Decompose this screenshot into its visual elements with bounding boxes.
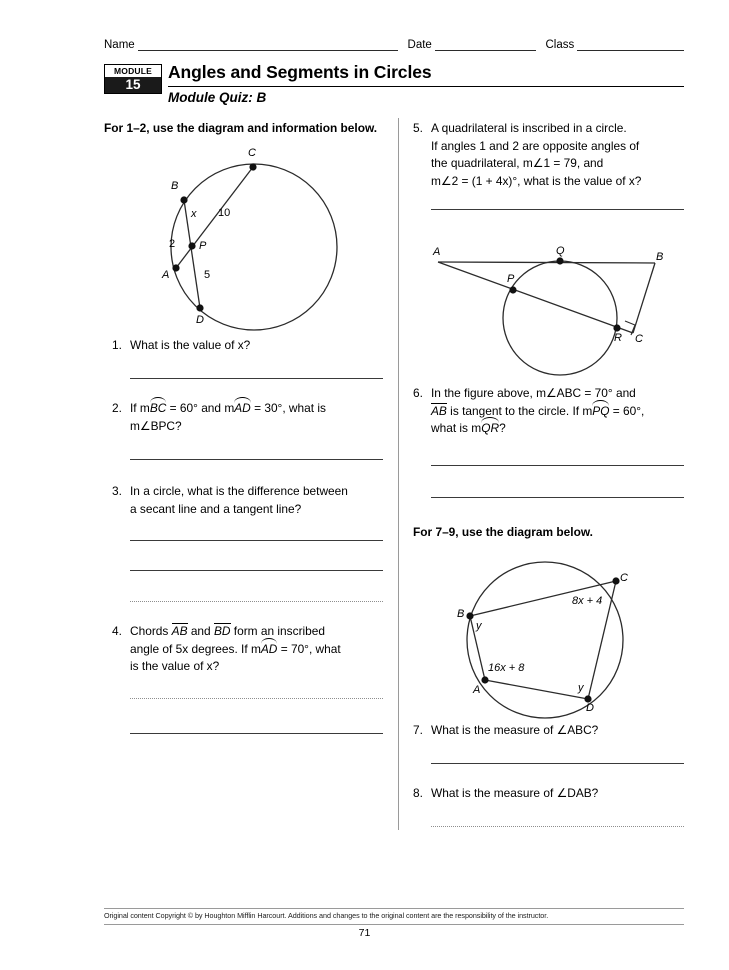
circle-outline	[171, 164, 337, 330]
question-3-text	[130, 483, 392, 518]
point-a-dot	[481, 676, 488, 683]
segment-bd: BD	[213, 624, 231, 638]
arc-qr	[481, 421, 499, 435]
q3-line-2: a secant line and a tangent line?	[130, 501, 302, 516]
footer-divider-bottom	[104, 924, 684, 925]
label-y-d: y	[578, 682, 584, 694]
segment-ab	[438, 262, 655, 263]
module-badge	[104, 64, 162, 94]
answer-line-1[interactable]	[130, 378, 383, 379]
diagram-3-svg	[455, 552, 635, 720]
question-6-number: 6.	[413, 386, 423, 400]
q6-line3-part-2: ?	[499, 421, 506, 435]
diagram-inscribed-quadrilateral	[455, 552, 635, 720]
point-d-dot	[196, 304, 203, 311]
question-3-number: 3.	[112, 484, 122, 498]
label-a: A	[162, 269, 170, 281]
q4-part-3: form an inscribed	[230, 624, 326, 638]
q5-line-4: m∠2 = (1 + 4x)°, what is the value of x?	[431, 173, 642, 188]
q2-part-2: = 60° and m	[166, 401, 235, 415]
label-p: P	[507, 273, 515, 285]
answer-line-3a[interactable]	[130, 540, 383, 541]
label-b: B	[656, 251, 664, 263]
question-7-number: 7.	[413, 723, 423, 737]
q6-line2-part-2: = 60°,	[609, 403, 645, 418]
arc-ad	[234, 401, 251, 415]
question-5-number: 5.	[413, 121, 423, 135]
q6-line2-part-1: is tangent to the circle. If m	[446, 403, 593, 418]
q4-line2-part-1: angle of 5x degrees. If m	[130, 641, 261, 656]
diagram-tangent-circle	[430, 245, 670, 383]
student-info-row	[104, 33, 684, 51]
question-7-label: What is the measure of ∠ABC?	[431, 723, 599, 737]
class-field[interactable]	[577, 39, 684, 51]
module-word: MODULE	[113, 66, 153, 76]
label-b: B	[171, 180, 179, 192]
question-2-number: 2.	[112, 401, 122, 415]
title-divider	[168, 86, 684, 87]
date-label: Date	[407, 39, 432, 51]
column-divider	[398, 118, 399, 830]
arc-bc-label: BC	[149, 401, 167, 415]
page-title: Angles and Segments in Circles	[168, 62, 432, 82]
name-label: Name	[104, 39, 135, 51]
class-label: Class	[545, 39, 575, 51]
right-intro-text: For 7–9, use the diagram below.	[413, 525, 593, 539]
label-y-b: y	[476, 620, 482, 632]
question-1-number: 1.	[112, 338, 122, 352]
date-field[interactable]	[435, 39, 536, 51]
q4-part-1: Chords	[130, 624, 172, 638]
left-intro-text: For 1–2, use the diagram and information below.	[104, 121, 378, 135]
point-c-dot	[249, 163, 256, 170]
q4-part-2: and	[187, 624, 214, 638]
q5-line-1: A quadrilateral is inscribed in a circle.	[431, 121, 627, 135]
question-8-label: What is the measure of ∠DAB?	[431, 786, 599, 800]
arc-ad-q4	[261, 642, 278, 656]
arc-bc	[150, 401, 167, 415]
question-1-label: What is the value of x?	[130, 338, 251, 352]
answer-line-8[interactable]	[431, 826, 684, 827]
q4-line-3: is the value of x?	[130, 659, 220, 673]
circle-outline	[503, 261, 617, 375]
q5-line-2: If angles 1 and 2 are opposite angles of	[431, 138, 640, 153]
answer-line-4b[interactable]	[130, 733, 383, 734]
module-number: 15	[105, 77, 161, 93]
question-4-number: 4.	[112, 624, 122, 638]
q4-line2-part-2: = 70°, what	[277, 641, 341, 656]
answer-line-7[interactable]	[431, 763, 684, 764]
label-a: A	[473, 684, 481, 696]
label-p: P	[199, 240, 207, 252]
arc-ad-label: AD	[234, 401, 251, 415]
label-expr-c: 8x + 4	[572, 595, 603, 607]
question-4-text	[130, 623, 392, 676]
label-c: C	[248, 147, 256, 159]
label-d: D	[196, 314, 204, 326]
footer-divider-top	[104, 908, 684, 909]
arc-pq	[592, 404, 609, 418]
q2-line-2: m∠BPC?	[130, 418, 182, 433]
segment-ac	[438, 262, 633, 333]
q2-part-1: If m	[130, 401, 150, 415]
answer-line-2[interactable]	[130, 459, 383, 460]
question-7-text	[431, 722, 693, 740]
q3-line-1: In a circle, what is the difference between	[130, 484, 348, 498]
label-r: R	[614, 332, 622, 344]
label-q: Q	[556, 245, 565, 257]
label-ten: 10	[218, 207, 231, 219]
q5-line-3: the quadrilateral, m∠1 = 79, and	[431, 156, 604, 170]
answer-line-6b[interactable]	[431, 497, 684, 498]
point-b-dot	[466, 612, 473, 619]
question-8-text	[431, 785, 693, 803]
answer-line-6a[interactable]	[431, 465, 684, 466]
label-five: 5	[204, 269, 211, 281]
diagram-2-svg	[430, 248, 670, 383]
label-two: 2	[169, 238, 176, 250]
answer-line-5[interactable]	[431, 209, 684, 210]
point-a-dot	[172, 264, 179, 271]
label-d: D	[586, 702, 594, 714]
question-1-text	[130, 337, 386, 355]
answer-line-3b[interactable]	[130, 570, 383, 571]
q6-line-1: In the figure above, m∠ABC = 70° and	[431, 386, 636, 400]
label-x: x	[191, 208, 197, 220]
label-expr-a: 16x + 8	[488, 662, 525, 674]
diagram-1-svg	[160, 150, 350, 345]
segment-ab-q6: AB	[431, 403, 447, 418]
label-c: C	[635, 333, 643, 345]
segment-bc	[633, 263, 655, 333]
answer-line-3c[interactable]	[130, 601, 383, 602]
question-6-text	[431, 385, 693, 438]
question-2-text	[130, 400, 386, 435]
arc-pq-label: PQ	[592, 403, 610, 418]
segment-ab: AB	[171, 624, 188, 638]
q2-part-3: = 30°, what is	[250, 401, 326, 415]
segment-ad	[485, 680, 588, 699]
name-field[interactable]	[138, 39, 398, 51]
point-r-dot	[613, 324, 620, 331]
arc-ad-q4-label: AD	[260, 641, 278, 656]
chord-ac	[176, 167, 253, 268]
point-c-dot	[612, 577, 619, 584]
point-p-dot	[188, 242, 195, 249]
copyright-text: Original content Copyright © by Houghton Mifflin Harcourt. Additions and changes to the original content are the responsibility of the instructor.	[104, 911, 549, 920]
answer-line-4a[interactable]	[130, 698, 383, 699]
point-q-dot	[556, 257, 563, 264]
label-a: A	[433, 246, 441, 258]
page-subtitle: Module Quiz: B	[168, 90, 267, 105]
question-8-number: 8.	[413, 786, 423, 800]
diagram-intersecting-chords	[160, 147, 350, 345]
question-5-text	[431, 120, 693, 190]
arc-qr-label: QR	[481, 421, 500, 435]
point-p-dot	[509, 286, 516, 293]
point-b-dot	[180, 196, 187, 203]
page-number: 71	[358, 927, 371, 939]
label-c: C	[620, 572, 628, 584]
q6-line3-part-1: what is m	[431, 421, 482, 435]
label-b: B	[457, 608, 465, 620]
